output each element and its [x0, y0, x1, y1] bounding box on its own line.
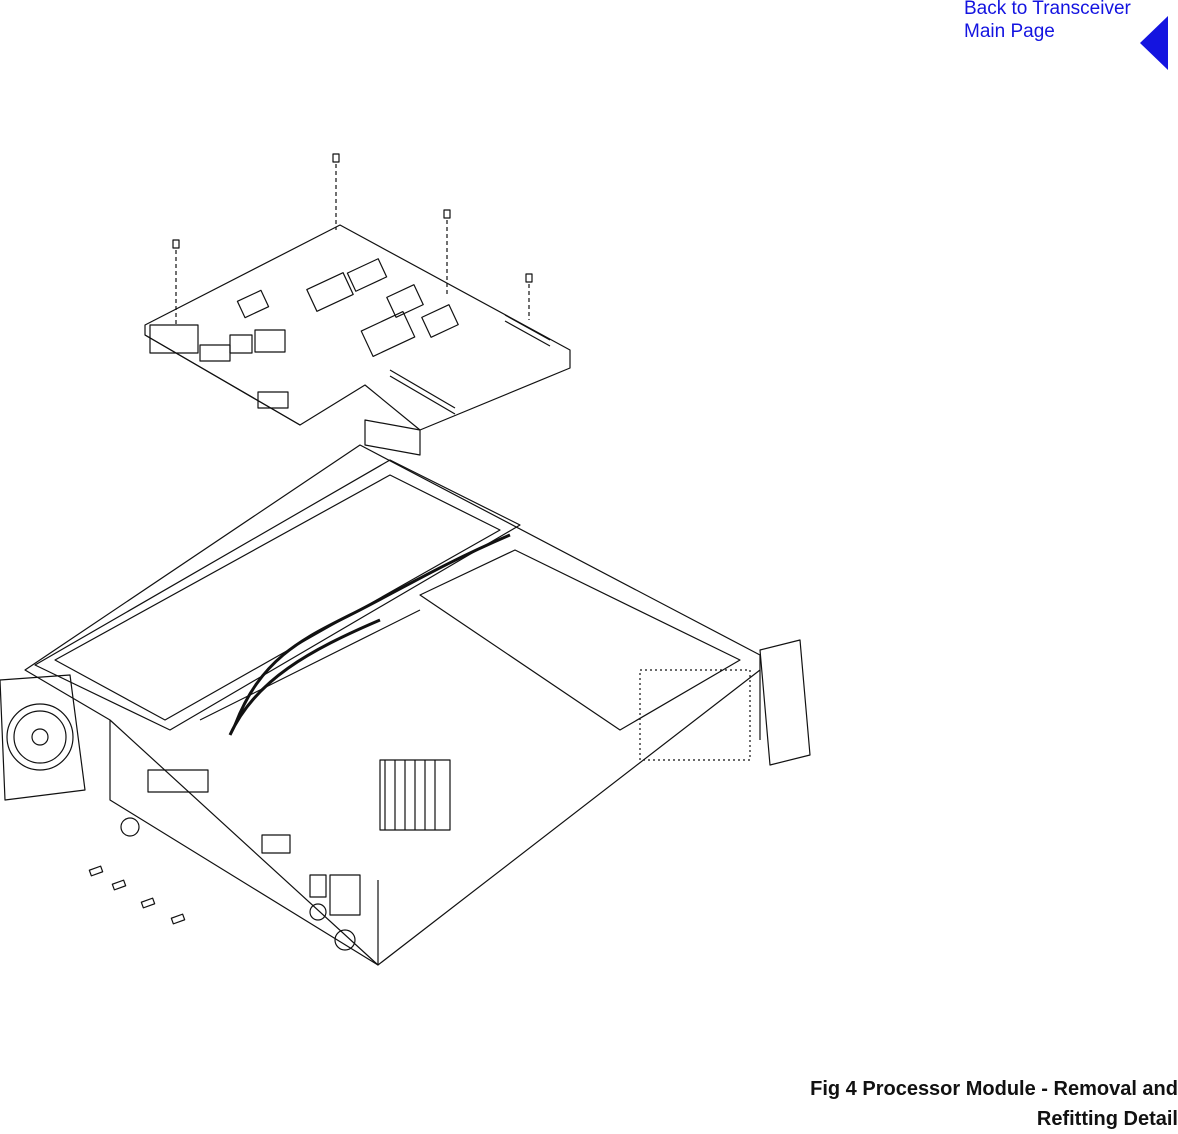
screw-icon [171, 914, 184, 924]
back-to-main-page-link[interactable] [964, 0, 1154, 43]
back-link-line-1[interactable]: Back to Transceiver [964, 0, 1131, 19]
back-link-line-2[interactable]: Main Page [964, 21, 1055, 42]
screw-icon [173, 240, 179, 325]
transceiver-chassis [25, 420, 810, 965]
exploded-view-drawing [0, 140, 830, 970]
caption-line-1: Fig 4 Processor Module - Removal and [810, 1078, 1178, 1100]
screw-icon [141, 898, 154, 908]
screw-icon [526, 274, 532, 320]
screw-icon [89, 866, 102, 876]
figure-caption [578, 1074, 1178, 1134]
processor-board [145, 225, 570, 430]
screw-icon [112, 880, 125, 890]
cooling-fan [0, 675, 85, 800]
screw-icon [333, 154, 339, 230]
left-triangle-icon[interactable] [1138, 16, 1170, 72]
caption-line-2: Refitting Detail [1036, 1108, 1178, 1130]
